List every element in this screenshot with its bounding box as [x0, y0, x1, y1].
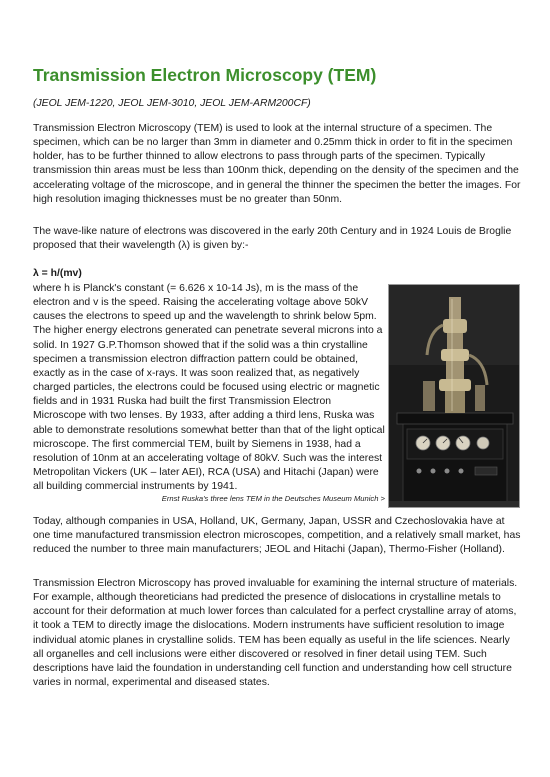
de-broglie-formula: λ = h/(mv)	[33, 268, 82, 279]
wavelength-paragraph: The wave-like nature of electrons was discovered in the early 20th Century and in 1924 Louis de Broglie proposed that their wavelength (λ) is given by:-	[33, 226, 512, 252]
photo-caption: Ernst Ruska's three lens TEM in the Deutsches Museum Munich >	[161, 494, 385, 503]
intro-paragraph: Transmission Electron Microscopy (TEM) is used to look at the internal structure of a specimen. The specimen, which can be no larger than 3mm in diameter and 0.25mm thick in order to fit in the specimen holder, has to be further thinned to allow electrons to pass through parts of the specimen. Typically transmission thin areas must be less than 100nm thick, depending on the density of the specimen and the accelerating voltage of the microscope, and in general the thinner the specimen the better the images. For high resolution imaging thicknesses must be no greater than 50nm.	[33, 123, 521, 205]
manufacturers-paragraph: Today, although companies in USA, Holland, UK, Germany, Japan, USSR and Czechoslovakia have at one time manufactured transmission electron microscopes, competition, and a relatively small market, has reduced the number to three main manufacturers; JEOL and Hitachi (Japan), Thermo-Fisher (Holland).	[33, 516, 521, 556]
page-title: Transmission Electron Microscopy (TEM)	[33, 65, 377, 85]
history-paragraph: where h is Planck's constant (= 6.626 x 10-14 Js), m is the mass of the electron and v is the speed. Raising the accelerating voltage above 50kV causes the electrons to speed up and the wavelength to shrink below 5pm. The higher energy electrons generated can penetrate several microns into a solid. In 1927 G.P.Thomson showed that if the solid was a thin crystalline specimen a transmission electron diffraction pattern could be obtained, exactly as in the case of x-rays. It was soon realized that, as negatively charged particles, the electrons could be focused using electric or magnetic fields and in 1931 Ruska had built the first Transmission Electron Microscope with two lenses. By 1933, after adding a third lens, Ruska was able to demonstrate resolutions somewhat better than that of the light optical microscope. The first commercial TEM, built by Siemens in 1938, had a resolution of 10nm at an accelerating voltage of 80kV. Such was the interest Metropolitan Vickers (UK – later AEI), RCA (USA) and Hitachi (Japan) were all building commercial instruments by 1941.	[33, 283, 385, 493]
applications-paragraph: Transmission Electron Microscopy has proved invaluable for examining the internal structure of materials. For example, although theoreticians had predicted the presence of dislocations in crystalline metals to account for their deformation at much lower forces than calculated for a perfect crystalline array of atoms, it took a TEM to directly image the dislocations. Modern instruments have sufficient resolution to image individual atomic planes in crystalline solids. TEM has been equally as useful in the life sciences. Nearly all organelles and cell inclusions were either discovered or resolved in finer detail using TEM. Such descriptions have laid the foundation in understanding cell function and understanding how cell structure varies in normal, experimental and diseased states.	[33, 578, 518, 689]
instrument-list: (JEOL JEM-1220, JEOL JEM-3010, JEOL JEM-ARM200CF)	[33, 98, 311, 109]
ruska-tem-photo	[388, 284, 520, 508]
